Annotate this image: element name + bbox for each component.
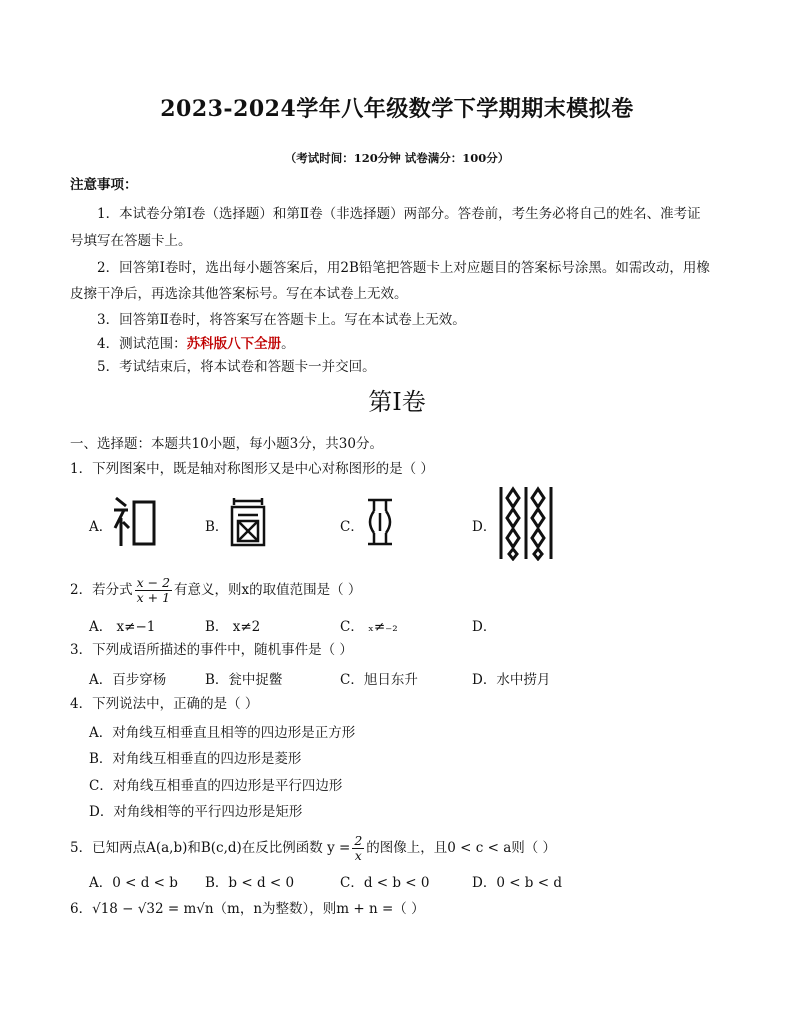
q1-figure-a xyxy=(112,494,158,550)
q5-stem-part-a: 5．已知两点A(a,b)和B(c,d)在反比例函数 y = xyxy=(70,840,351,856)
q1-stem: 1．下列图案中，既是轴对称图形又是中心对称图形的是（ ） xyxy=(70,461,434,477)
q1-figure-c xyxy=(362,497,398,547)
q5-option-b: B．b < d < 0 xyxy=(205,875,295,891)
q3-option-c: C．旭日东升 xyxy=(340,672,418,688)
q6-stem: 6．√18 − √32 = m√n（m，n为整数），则m + n =（ ） xyxy=(70,901,425,917)
q1-option-b-label: B． xyxy=(205,519,229,535)
notice-item-1-cont: 号填写在答题卡上。 xyxy=(70,233,192,249)
q1-figure-b xyxy=(228,495,268,549)
q4-option-a: A．对角线互相垂直且相等的四边形是正方形 xyxy=(89,725,356,741)
q5-stem xyxy=(70,834,556,863)
q5-fraction xyxy=(352,834,364,863)
test-scope: 苏科版八下全册 xyxy=(186,336,282,352)
q5-option-d: D．0 < b < d xyxy=(472,875,562,891)
notice-item-2-cont: 皮擦干净后，再选涂其他答案标号。写在本试卷上无效。 xyxy=(70,286,408,302)
q1-option-a-label: A． xyxy=(89,519,113,535)
q2-fraction xyxy=(135,576,172,605)
q2-option-c: C． ₓ≠₋₂ xyxy=(340,619,398,635)
q1-option-c-label: C． xyxy=(340,519,364,535)
section-title: 第Ⅰ卷 xyxy=(368,388,426,416)
notice-item-2: 2．回答第Ⅰ卷时，选出每小题答案后，用2B铅笔把答题卡上对应题目的答案标号涂黑。如需改动，用橡 xyxy=(97,260,710,276)
notice-item-5: 5．考试结束后，将本试卷和答题卡一并交回。 xyxy=(97,359,376,375)
q3-stem: 3．下列成语所描述的事件中，随机事件是（ ） xyxy=(70,642,353,658)
notice-heading: 注意事项： xyxy=(70,177,138,193)
q2-option-b: B． x≠2 xyxy=(205,619,261,635)
notice-item-3: 3．回答第Ⅱ卷时，将答案写在答题卡上。写在本试卷上无效。 xyxy=(97,312,466,328)
q2-option-a: A． x≠−1 xyxy=(89,619,156,635)
q2-stem-suffix: 有意义，则x的取值范围是（ ） xyxy=(174,582,362,598)
q2-option-d: D． xyxy=(472,619,497,635)
notice-item-4 xyxy=(97,334,295,354)
q2-fraction-denominator: x + 1 xyxy=(136,590,171,605)
q1-option-d-label: D． xyxy=(472,519,497,535)
q5-fraction-numerator: 2 xyxy=(354,833,363,848)
q3-option-b: B．瓮中捉鳖 xyxy=(205,672,283,688)
exam-info: （考试时间：120分钟 试卷满分：100分） xyxy=(284,151,510,165)
q4-option-c: C．对角线互相垂直的四边形是平行四边形 xyxy=(89,778,343,794)
q2-stem-prefix: 2．若分式 xyxy=(70,582,133,598)
q4-option-b: B．对角线互相垂直的四边形是菱形 xyxy=(89,751,302,767)
q5-stem-part-b: 的图像上，且0 < c < a则（ ） xyxy=(366,840,557,856)
q3-option-d: D．水中捞月 xyxy=(472,672,551,688)
notice-item-1: 1．本试卷分第Ⅰ卷（选择题）和第Ⅱ卷（非选择题）两部分。答卷前，考生务必将自己的姓名、准考证 xyxy=(97,206,701,222)
q4-option-d: D．对角线相等的平行四边形是矩形 xyxy=(89,804,303,820)
notice-item-4-suffix: 。 xyxy=(281,336,295,352)
page-title: 2023-2024学年八年级数学下学期期末模拟卷 xyxy=(160,96,634,122)
q1-figure-d xyxy=(497,485,555,561)
q5-option-c: C．d < b < 0 xyxy=(340,875,430,891)
q3-option-a: A．百步穿杨 xyxy=(89,672,167,688)
q2-fraction-numerator: x − 2 xyxy=(136,575,171,590)
q5-option-a: A．0 < d < b xyxy=(89,875,178,891)
q5-fraction-denominator: x xyxy=(354,848,362,863)
q4-stem: 4．下列说法中，正确的是（ ） xyxy=(70,696,259,712)
part1-heading: 一、选择题：本题共10小题，每小题3分，共30分。 xyxy=(70,436,383,452)
q2-stem xyxy=(70,576,361,605)
notice-item-4-prefix: 4．测试范围： xyxy=(97,336,187,352)
